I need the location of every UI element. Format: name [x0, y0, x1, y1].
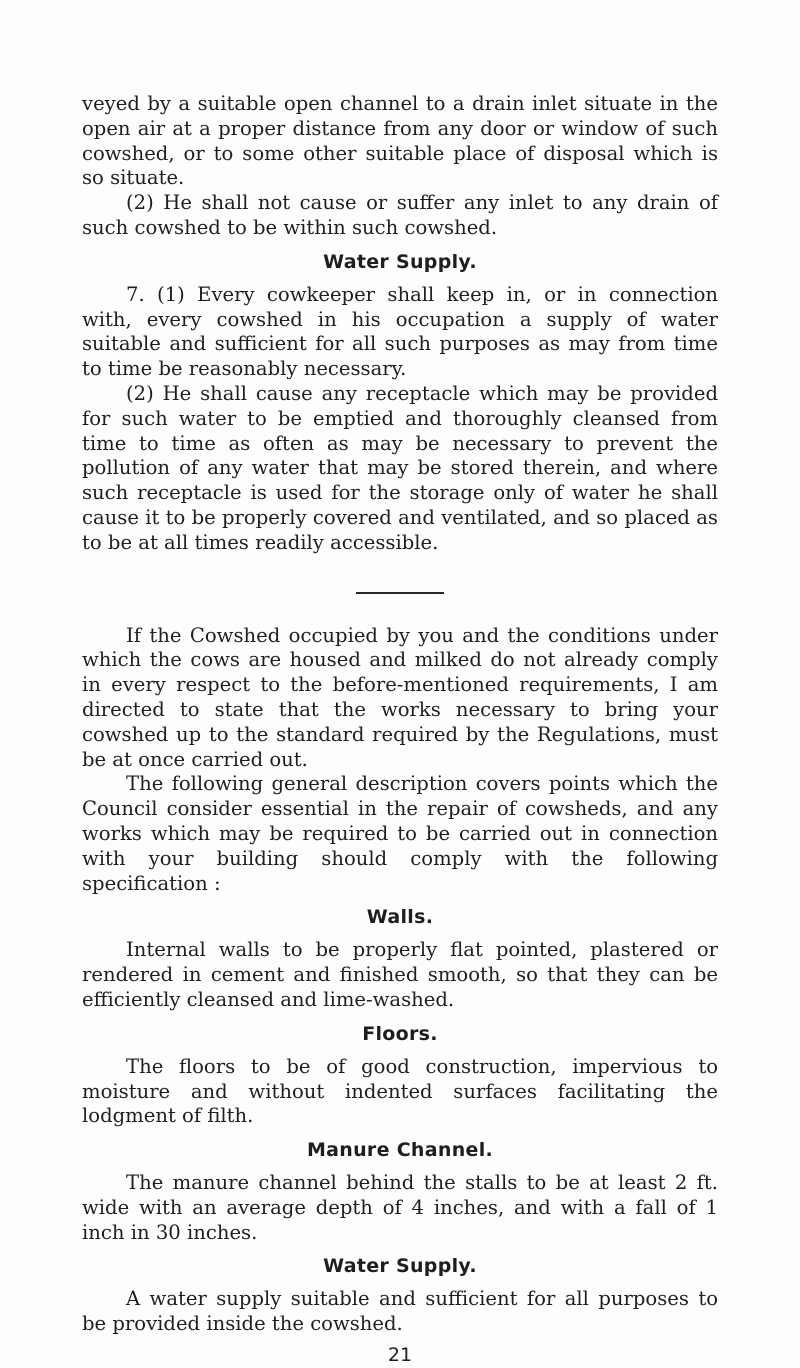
- heading-water-supply-spec: Water Supply.: [323, 1255, 477, 1278]
- page-number: 21: [387, 1344, 413, 1367]
- paragraph-floors: The floors to be of good construction, impervious to moisture and without indented surfaces facilitating the lodgment of filth.: [82, 1054, 718, 1128]
- paragraph-general-description: The following general description covers points which the Council consider essential in the repair of cowsheds, and any works which may be required to be carried out in connection with your building should comply with the following specification :: [82, 772, 718, 895]
- divider-rule: [356, 592, 444, 594]
- heading-walls: Walls.: [366, 906, 434, 929]
- paragraph-manure-channel: The manure channel behind the stalls to be at least 2 ft. wide with an average depth of 4 inches, and with a fall of 1 inch in 30 inches.: [82, 1171, 718, 1244]
- heading-water-supply: Water Supply.: [323, 250, 477, 273]
- paragraph-drain-continuation: veyed by a suitable open channel to a drain inlet situate in the open air at a proper distance from any door or window of such cowshed, or to some other suitable place of disposal which is so situate.: [82, 92, 718, 190]
- heading-manure-channel: Manure Channel.: [306, 1139, 494, 1162]
- paragraph-section-7-2: (2) He shall cause any receptacle which may be provided for such water to be emptied and thoroughly cleansed from time to time as often as may be necessary to prevent the pollution of any water that may be stored therein, and where such receptacle is used for the storage only of water he shall cause it to be properly covered and ventilated, and so placed as to be at all times readily accessible.: [82, 381, 718, 554]
- paragraph-cowshed-requirements: If the Cowshed occupied by you and the conditions under which the cows are housed and milked do not already comply in every respect to the before-mentioned requirements, I am directed to state that the works necessary to bring your cowshed up to the standard required by the Regulations, must be at once carried out.: [82, 623, 718, 771]
- document-page: [82, 92, 718, 1368]
- heading-floors: Floors.: [362, 1022, 438, 1045]
- paragraph-walls: Internal walls to be properly flat pointed, plastered or rendered in cement and finished smooth, so that they can be efficiently cleansed and lime-washed.: [82, 938, 718, 1011]
- paragraph-section-7-1: 7. (1) Every cowkeeper shall keep in, or in connection with, every cowshed in his occupation a supply of water suitable and sufficient for all such purposes as may from time to time be reasonably necessary.: [82, 282, 718, 381]
- paragraph-water-supply-spec: A water supply suitable and sufficient for all purposes to be provided inside the cowshed.: [82, 1287, 718, 1336]
- paragraph-drain-inlet: (2) He shall not cause or suffer any inlet to any drain of such cowshed to be within such cowshed.: [82, 191, 718, 239]
